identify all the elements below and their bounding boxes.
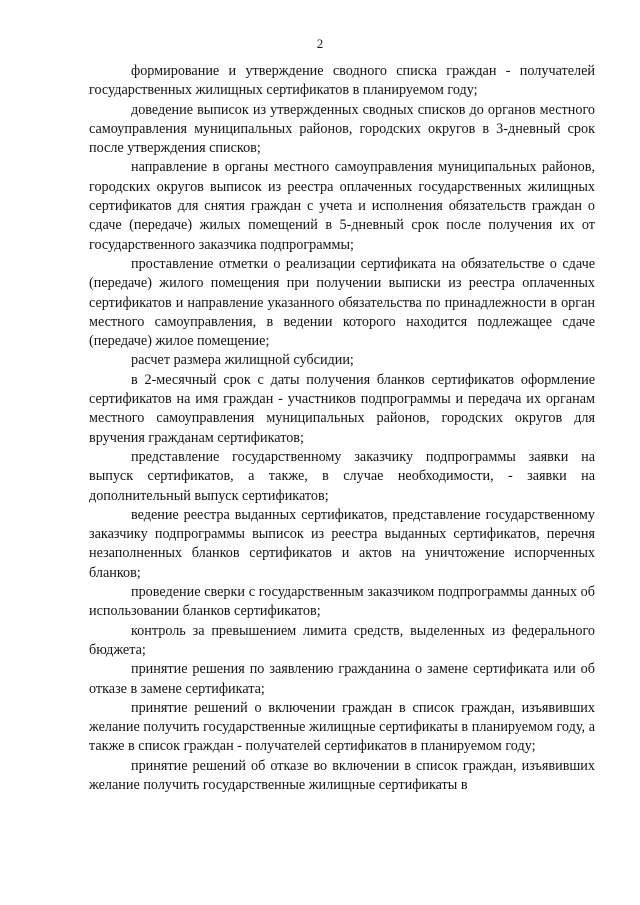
paragraph: проставление отметки о реализации сертификата на обязательстве о сдаче (передаче) жилого помещения при получении выписки из реестра оплаченных сертификатов и направление указанного обязательства по принадлежности в орган местного самоуправления, в ведении которого находится подлежащее сдаче (передаче) жилое помещение;	[89, 255, 595, 350]
paragraph: принятие решения по заявлению гражданина о замене сертификата или об отказе в замене сертификата;	[89, 661, 595, 697]
document-body	[89, 62, 595, 795]
paragraph: направление в органы местного самоуправления муниципальных районов, городских округов выписок из реестра оплаченных государственных жилищных сертификатов для снятия граждан с учета и исполнения обязательств граждан о сдаче (передаче) жилых помещений в 5-дневный срок после получения их от государственного заказчика подпрограммы;	[89, 159, 595, 253]
paragraph: принятие решений о включении граждан в список граждан, изъявивших желание получить государственные жилищные сертификаты в планируемом году, а также в список граждан - получателей сертификатов в планируемом году;	[89, 699, 595, 755]
paragraph: проведение сверки с государственным заказчиком подпрограммы данных об использовании бланков сертификатов;	[89, 584, 595, 620]
paragraph: в 2-месячный срок с даты получения бланков сертификатов оформление сертификатов на имя граждан - участников подпрограммы и передача их органам местного самоуправления муниципальных районов, городских округов для вручения гражданам сертификатов;	[89, 371, 595, 446]
paragraph: формирование и утверждение сводного списка граждан - получателей государственных жилищных сертификатов в планируемом году;	[89, 63, 595, 99]
page-number: 2	[316, 36, 324, 51]
paragraph: принятие решений об отказе во включении в список граждан, изъявивших желание получить государственные жилищные сертификаты в	[89, 757, 595, 793]
paragraph: контроль за превышением лимита средств, выделенных из федерального бюджета;	[89, 622, 595, 658]
paragraph: представление государственному заказчику подпрограммы заявки на выпуск сертификатов, а также, в случае необходимости, - заявки на дополнительный выпуск сертификатов;	[89, 448, 595, 504]
paragraph: ведение реестра выданных сертификатов, представление государственному заказчику подпрограммы выписок из реестра выданных сертификатов, перечня незаполненных бланков сертификатов и актов на уничтожение испорченных бланков;	[89, 506, 595, 581]
paragraph: доведение выписок из утвержденных сводных списков до органов местного самоуправления муниципальных районов, городских округов в 3-дневный срок после утверждения списков;	[89, 101, 595, 157]
paragraph: расчет размера жилищной субсидии;	[131, 352, 354, 369]
